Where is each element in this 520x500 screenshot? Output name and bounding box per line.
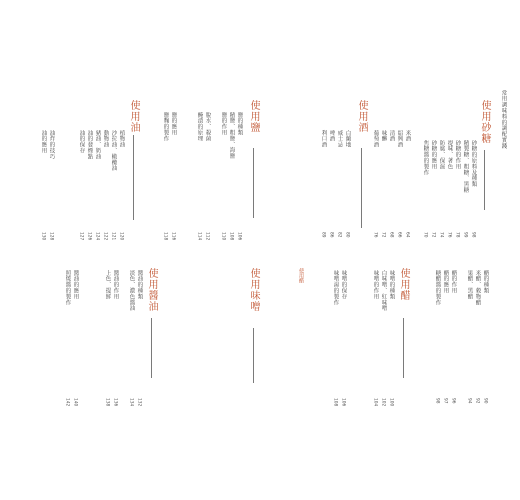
page-number: 121 — [110, 232, 116, 241]
page-number: 98 — [434, 398, 440, 404]
toc-line: 鹽的作用 — [220, 112, 227, 136]
toc-line: 植物油 — [118, 130, 125, 148]
page-number: 99 — [462, 232, 468, 238]
heading-sugar: 使用砂糖 — [479, 100, 490, 144]
page-number: 82 — [336, 232, 342, 238]
page-number: 138 — [104, 398, 110, 407]
page-number: 106 — [236, 232, 242, 241]
page-number: 128 — [48, 232, 54, 241]
toc-line: 醬油的作用 — [112, 270, 119, 300]
divider — [484, 150, 485, 210]
heading-oil: 使用油 — [128, 100, 139, 133]
page-number: 70 — [422, 232, 428, 238]
toc-line: 豬油、奶油 — [94, 130, 101, 160]
toc-line: 醋的作用 — [450, 270, 457, 294]
page-number: 92 — [474, 398, 480, 404]
page-number: 134 — [128, 398, 134, 407]
toc-line: 精鹽、粗鹽、海鹽 — [228, 112, 235, 160]
toc-line: 白蘭地 — [344, 130, 351, 148]
divider — [403, 318, 404, 378]
page-number: 86 — [328, 232, 334, 238]
toc-line: 動物油 — [102, 130, 109, 148]
page-number: 112 — [204, 232, 210, 241]
toc-line: 提味、著色 — [446, 140, 453, 170]
page-number: 104 — [372, 398, 378, 407]
page-number: 89 — [320, 232, 326, 238]
page-number: 136 — [112, 398, 118, 407]
page-number: 68 — [388, 232, 394, 238]
toc-line: 沙拉油、橄欖油 — [110, 130, 117, 172]
heading-wine: 使用酒 — [356, 100, 367, 133]
page-number: 140 — [72, 398, 78, 407]
divider — [253, 328, 254, 383]
page-number: 116 — [170, 232, 176, 241]
toc-line: 焦糖醬的製作 — [422, 140, 429, 176]
page-number: 126 — [86, 232, 92, 241]
toc-line: 油的發煙點 — [86, 130, 93, 160]
page-number: 120 — [118, 232, 124, 241]
toc-line: 米醋、穀物醋 — [474, 270, 481, 306]
page-number: 110 — [220, 232, 226, 241]
divider — [253, 148, 254, 218]
page-number: 80 — [344, 232, 350, 238]
toc-line: 油的應用 — [40, 130, 47, 154]
toc-line: 脫水、殺菌 — [204, 112, 211, 142]
toc-line: 醋的種類 — [482, 270, 489, 294]
page-number: 122 — [102, 232, 108, 241]
page-number: 66 — [396, 232, 402, 238]
page-number: 97 — [442, 398, 448, 404]
toc-line: 味噌的保存 — [340, 270, 347, 300]
toc-line: 上色、提鮮 — [104, 270, 111, 300]
page-number: 130 — [40, 232, 46, 241]
page-number: 72 — [380, 232, 386, 238]
toc-line: 醋的應用 — [442, 270, 449, 294]
toc-line: 淡色、濃色醬油 — [128, 270, 135, 312]
toc-line: 醃漬的原理 — [196, 112, 203, 142]
toc-line: 照燒醬的製作 — [64, 270, 71, 306]
page-number: 106 — [340, 398, 346, 407]
page-number: 78 — [454, 232, 460, 238]
page-number: 64 — [404, 232, 410, 238]
page-number: 108 — [228, 232, 234, 241]
toc-line: 果醋、黑醋 — [466, 270, 473, 300]
toc-line: 精製糖、粗糖、黑糖 — [462, 140, 469, 194]
page-number: 100 — [388, 398, 394, 407]
toc-line: 葡萄酒 — [372, 130, 379, 148]
toc-line: 糖醋醬的製作 — [434, 270, 441, 306]
toc-line: 米酒 — [404, 130, 411, 142]
page-number: 74 — [438, 232, 444, 238]
page-number: 118 — [162, 232, 168, 241]
toc-line: 味噌的作用 — [372, 270, 379, 300]
heading-soy-sauce: 使用醬油 — [146, 268, 157, 312]
toc-line: 味噌的種類 — [388, 270, 395, 300]
heading-salt: 使用鹽 — [248, 100, 259, 133]
page-number: 124 — [94, 232, 100, 241]
toc-line: 砂糖的原料及種類 — [470, 140, 477, 188]
page-number: 127 — [78, 232, 84, 241]
heading-miso: 使用味噌 — [248, 268, 259, 312]
toc-line: 醬油的應用 — [72, 270, 79, 300]
toc-line: 防腐、保濕 — [438, 140, 445, 170]
section-marker: 使用醋 — [298, 268, 304, 283]
toc-line: 味醂 — [380, 130, 387, 142]
toc-line: 啤酒 — [328, 130, 335, 142]
page-number: 90 — [482, 398, 488, 404]
toc-line: 清酒 — [388, 130, 395, 142]
toc-line: 鹽的種類 — [236, 112, 243, 136]
toc-line: 醬油的種類 — [136, 270, 143, 300]
toc-line: 味噌湯的製作 — [332, 270, 339, 306]
page-number: 76 — [372, 232, 378, 238]
page-number: 108 — [332, 398, 338, 407]
toc-line: 鹽的應用 — [170, 112, 177, 136]
toc-line: 白味噌、紅味噌 — [380, 270, 387, 312]
page-number: 98 — [470, 232, 476, 238]
toc-line: 利口酒 — [320, 130, 327, 148]
spread-title: 常用調味料的調配實踐 — [500, 90, 507, 149]
page-number: 114 — [196, 232, 202, 241]
page-number: 94 — [466, 398, 472, 404]
divider — [361, 148, 362, 228]
toc-line: 油的保存 — [78, 130, 85, 154]
toc-line: 油炸的技巧 — [48, 130, 55, 160]
heading-vinegar: 使用醋 — [398, 268, 409, 301]
toc-line: 鹽麴的製作 — [162, 112, 169, 142]
page-number: 96 — [450, 398, 456, 404]
page-number: 132 — [136, 398, 142, 407]
toc-line: 紹興酒 — [396, 130, 403, 148]
divider — [133, 135, 134, 220]
divider — [151, 318, 152, 378]
page-number: 76 — [446, 232, 452, 238]
toc-line: 砂糖的作用 — [454, 140, 461, 170]
toc-line: 威士忌 — [336, 130, 343, 148]
page-number: 102 — [380, 398, 386, 407]
page-number: 142 — [64, 398, 70, 407]
page-number: 72 — [430, 232, 436, 238]
toc-line: 砂糖的應用 — [430, 140, 437, 170]
